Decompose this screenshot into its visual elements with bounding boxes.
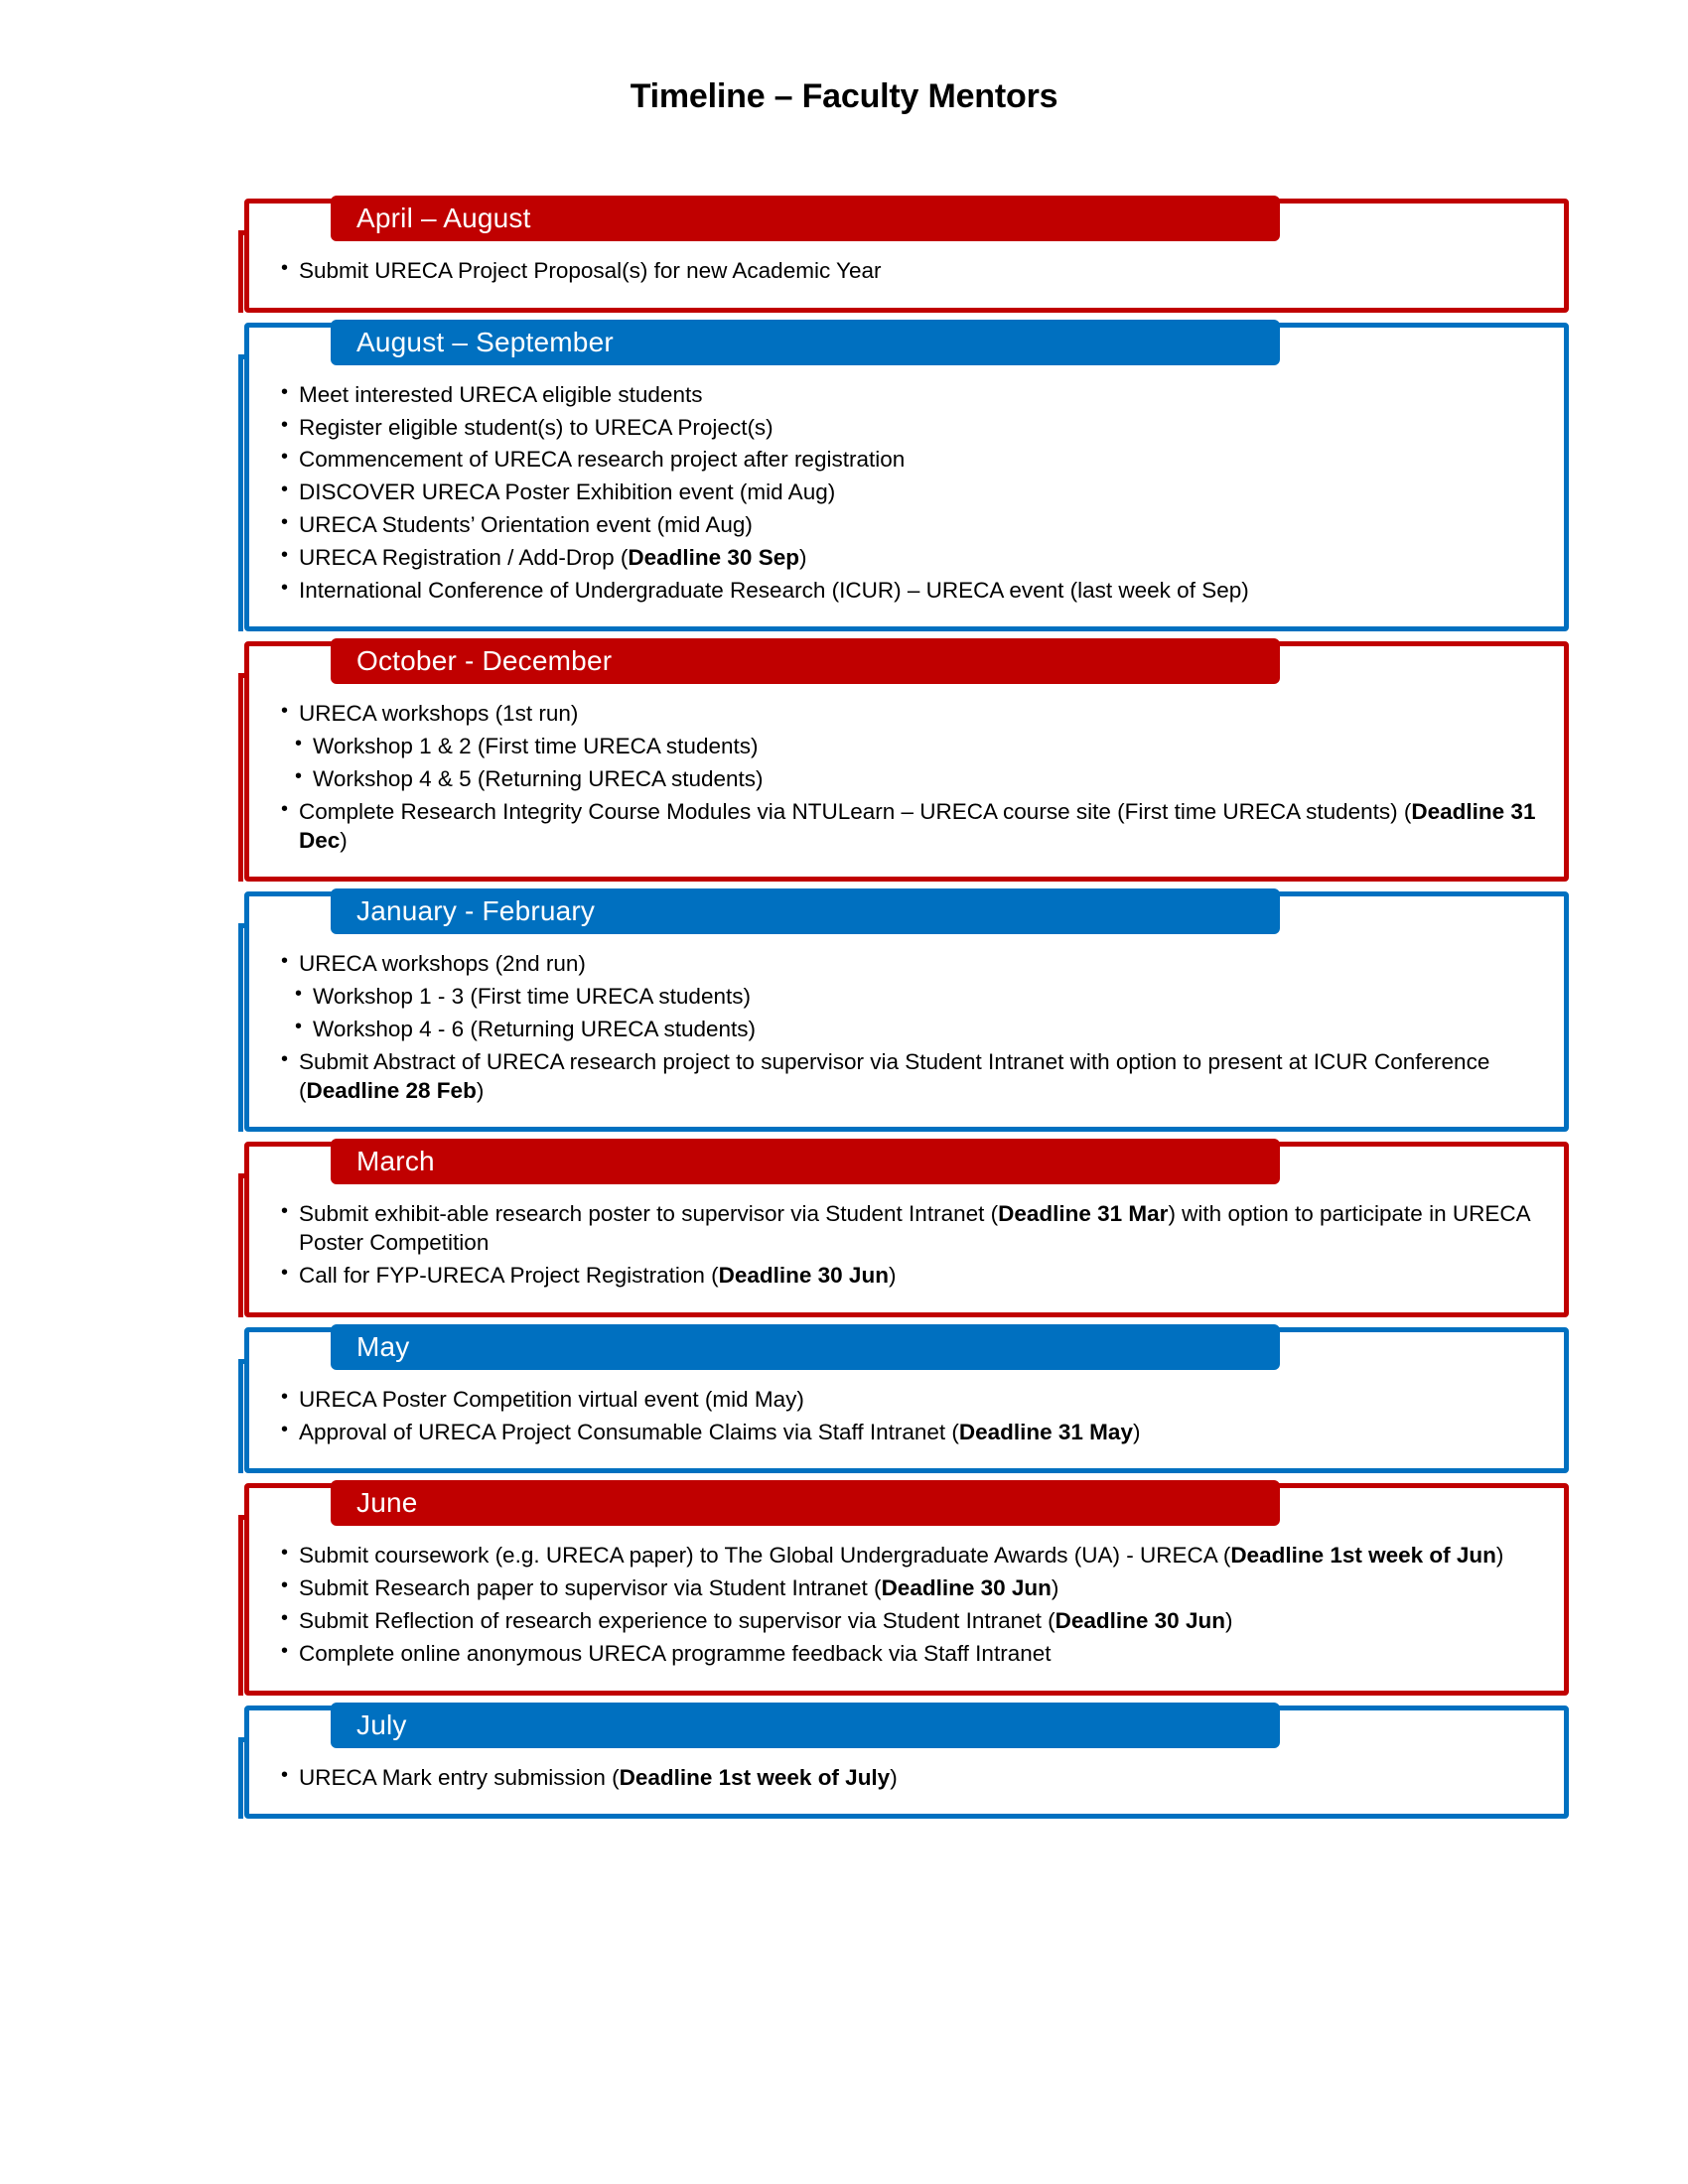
bullet-item: • Submit Research paper to supervisor via Student Intranet (Deadline 30 Jun) [277,1574,1536,1603]
bullet-item: • Meet interested URECA eligible students [277,381,1536,410]
stage-bullet-list [277,1386,1536,1447]
stage-header-label: April – August [356,203,531,233]
bullet-item: • URECA Mark entry submission (Deadline 1st week of July) [277,1764,1536,1793]
timeline-stage-june [238,1483,1569,1695]
bullet-item: • URECA workshops (2nd run) [277,950,1536,979]
stage-body-july [244,1706,1569,1820]
stage-bullet-list [277,381,1536,606]
stage-bullet-list [277,950,1536,1105]
bullet-item: • Approval of URECA Project Consumable Claims via Staff Intranet (Deadline 31 May) [277,1419,1536,1447]
connector-vertical-bar [238,230,243,313]
stage-body-august-september [244,323,1569,632]
bullet-item: • Submit coursework (e.g. URECA paper) to The Global Undergraduate Awards (UA) - URECA (Deadline 1st week of Jun) [277,1542,1536,1570]
page-title: Timeline – Faculty Mentors [630,77,1058,115]
bullet-item: • Complete Research Integrity Course Modules via NTULearn – URECA course site (First time URECA students) (Deadline 31 Dec) [277,798,1536,856]
stage-body-april-august [244,199,1569,313]
bullet-sub-item: • Workshop 4 - 6 (Returning URECA students) [277,1016,1536,1044]
stage-header-august-september [331,320,1280,365]
timeline-list [238,199,1569,1829]
stage-body-march [244,1142,1569,1316]
stage-header-june [331,1480,1280,1526]
timeline-stage-march [238,1142,1569,1316]
bullet-item: • International Conference of Undergraduate Research (ICUR) – URECA event (last week of Sep) [277,577,1536,606]
connector-vertical-bar [238,354,243,632]
connector-vertical-bar [238,1173,243,1316]
stage-header-march [331,1139,1280,1184]
stage-bullet-list [277,1764,1536,1793]
stage-body-october-december [244,641,1569,882]
stage-bullet-list [277,1200,1536,1290]
stage-body-may [244,1327,1569,1474]
bullet-sub-item: • Workshop 1 - 3 (First time URECA students) [277,983,1536,1012]
stage-header-label: July [356,1708,407,1740]
bullet-item: • URECA Students’ Orientation event (mid Aug) [277,511,1536,540]
stage-header-label: March [356,1146,435,1177]
bullet-item: • Commencement of URECA research project after registration [277,446,1536,475]
timeline-stage-january-february [238,891,1569,1132]
timeline-stage-may [238,1327,1569,1474]
timeline-stage-april-august [238,199,1569,313]
stage-bullet-list [277,700,1536,855]
bullet-item: • Submit Abstract of URECA research project to supervisor via Student Intranet with option to present at ICUR Conference (Deadline 28 Feb) [277,1048,1536,1106]
bullet-item: • Submit URECA Project Proposal(s) for new Academic Year [277,257,1536,286]
stage-header-label: October - December [356,645,613,677]
timeline-stage-october-december [238,641,1569,882]
stage-header-label: May [356,1330,410,1362]
bullet-item: • DISCOVER URECA Poster Exhibition event (mid Aug) [277,478,1536,507]
bullet-item: • URECA Poster Competition virtual event (mid May) [277,1386,1536,1415]
stage-header-may [331,1324,1280,1370]
stage-header-label: June [356,1487,418,1519]
stage-header-april-august [331,196,1280,241]
connector-vertical-bar [238,1737,243,1820]
stage-header-july [331,1703,1280,1748]
stage-body-january-february [244,891,1569,1132]
connector-vertical-bar [238,1359,243,1474]
stage-header-october-december [331,638,1280,684]
stage-bullet-list [277,1542,1536,1668]
timeline-stage-july [238,1706,1569,1820]
bullet-item: • Submit exhibit-able research poster to supervisor via Student Intranet (Deadline 31 Mar) with option to participate in URECA Poster Competition [277,1200,1536,1258]
bullet-item: • Register eligible student(s) to URECA Project(s) [277,414,1536,443]
stage-body-june [244,1483,1569,1695]
bullet-item: • URECA Registration / Add-Drop (Deadline 30 Sep) [277,544,1536,573]
connector-vertical-bar [238,673,243,882]
bullet-item: • Call for FYP-URECA Project Registration (Deadline 30 Jun) [277,1262,1536,1291]
bullet-item: • Complete online anonymous URECA programme feedback via Staff Intranet [277,1640,1536,1669]
bullet-item: • URECA workshops (1st run) [277,700,1536,729]
bullet-item: • Submit Reflection of research experience to supervisor via Student Intranet (Deadline 30 Jun) [277,1607,1536,1636]
stage-header-label: August – September [356,326,614,357]
stage-bullet-list [277,257,1536,286]
bullet-sub-item: • Workshop 4 & 5 (Returning URECA students) [277,765,1536,794]
timeline-stage-august-september [238,323,1569,632]
bullet-sub-item: • Workshop 1 & 2 (First time URECA students) [277,733,1536,761]
connector-vertical-bar [238,1515,243,1695]
connector-vertical-bar [238,923,243,1132]
stage-header-label: January - February [356,895,596,927]
stage-header-january-february [331,888,1280,934]
